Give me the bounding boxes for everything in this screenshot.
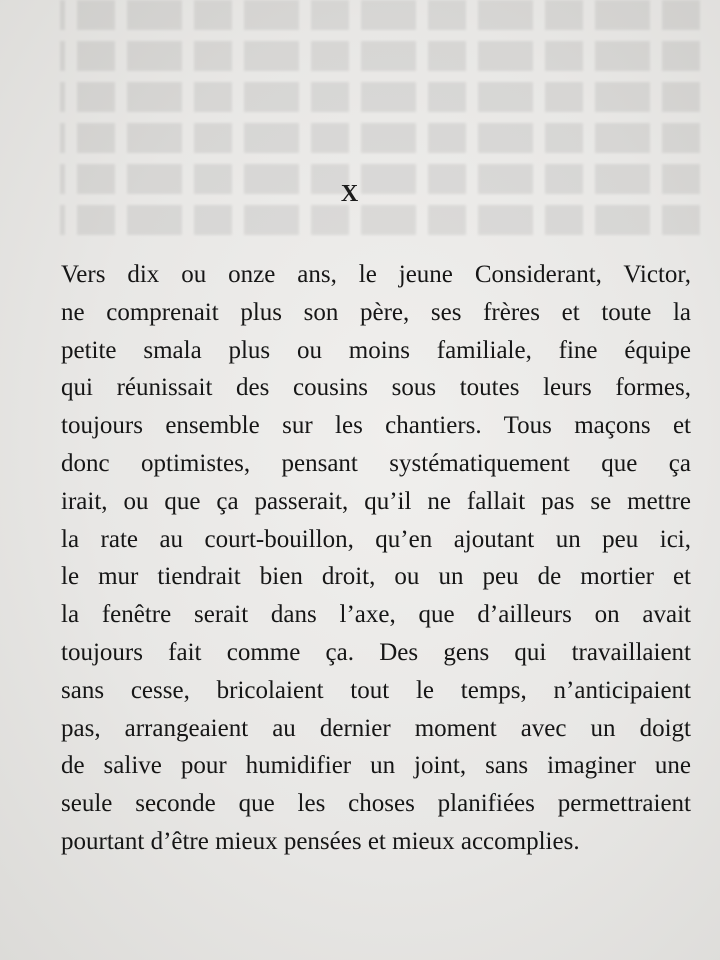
text-line: toujours ensemble sur les chantiers. Tous maçons et [61, 412, 691, 440]
text-line: seule seconde que les choses planifiées permettraient [61, 790, 691, 818]
text-line: pourtant d’être mieux pensées et mieux accomplies. [61, 827, 580, 855]
text-line: Vers dix ou onze ans, le jeune Considerant, Victor, [61, 261, 691, 288]
text-line: sans cesse, bricolaient tout le temps, n’anticipaient [61, 676, 691, 704]
text-line: irait, ou que ça passerait, qu’il ne fallait pas se mettre [61, 487, 691, 515]
chapter-number: X [340, 181, 360, 207]
text-line: de salive pour humidifier un joint, sans imaginer une [61, 752, 691, 780]
text-line: pas, arrangeaient au dernier moment avec un doigt [61, 714, 691, 742]
text-line: petite smala plus ou moins familiale, fine équipe [61, 336, 691, 364]
show-through-text [60, 0, 700, 250]
text-line: la fenêtre serait dans l’axe, que d’ailleurs on avait [61, 601, 691, 629]
text-line: toujours fait comme ça. Des gens qui travaillaient [61, 638, 691, 666]
text-line: la rate au court-bouillon, qu’en ajoutant un peu ici, [61, 525, 691, 553]
paragraph [61, 256, 691, 861]
text-line: le mur tiendrait bien droit, ou un peu de mortier et [61, 563, 691, 591]
text-line: donc optimistes, pensant systématiquement que ça [61, 449, 691, 477]
text-line: ne comprenait plus son père, ses frères et toute la [61, 298, 691, 326]
text-line: qui réunissait des cousins sous toutes leurs formes, [61, 374, 691, 402]
